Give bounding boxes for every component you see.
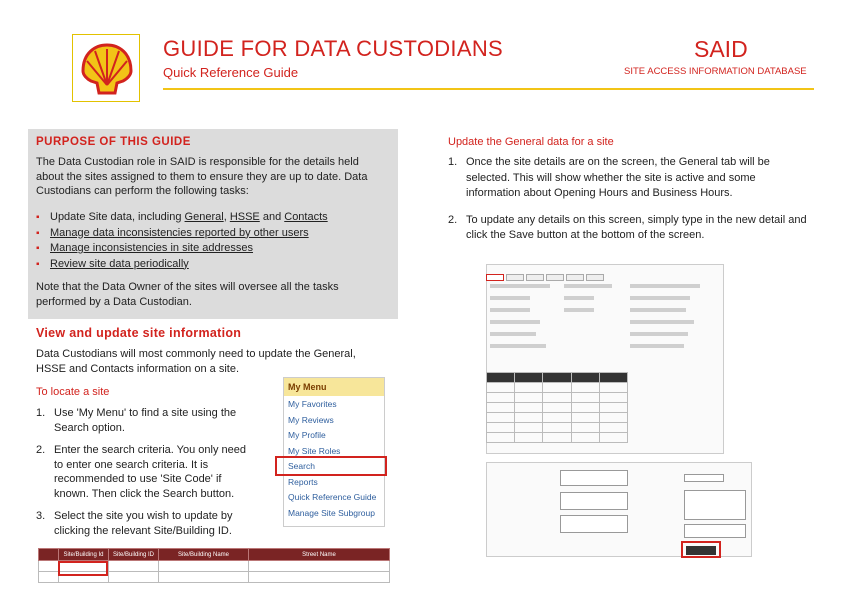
table-header: Street Name <box>249 549 390 561</box>
locate-step: 3. Select the site you wish to update by clicking the relevant Site/Building ID. <box>36 510 233 537</box>
review-site-data-link[interactable]: Review site data periodically <box>50 257 189 270</box>
contacts-link[interactable]: Contacts <box>284 211 328 223</box>
update-heading: Update the General data for a site <box>448 136 614 148</box>
menu-item-favorites[interactable]: My Favorites <box>288 399 337 409</box>
tab-general[interactable] <box>486 274 504 281</box>
table-header <box>39 549 59 561</box>
locate-steps <box>36 406 256 546</box>
locate-step: 1. Use 'My Menu' to find a site using the Search option. <box>36 407 237 434</box>
text-field[interactable] <box>684 490 746 520</box>
tab-other[interactable] <box>586 274 604 281</box>
menu-item-profile[interactable]: My Profile <box>288 430 326 440</box>
table-header-row <box>39 549 390 561</box>
table-header: Site/Building Name <box>159 549 249 561</box>
opening-hours-grid <box>486 372 628 443</box>
my-menu-heading: My Menu <box>284 378 384 396</box>
purpose-heading: PURPOSE OF THIS GUIDE <box>36 136 191 148</box>
table-header: Site/Building Id <box>59 549 109 561</box>
guide-subtitle: Quick Reference Guide <box>163 65 299 80</box>
task-item: ▪ Update Site data, including General, HSSE and Contacts <box>36 210 386 226</box>
manage-addresses-link[interactable]: Manage inconsistencies in site addresses <box>50 242 254 254</box>
search-highlight <box>275 456 387 476</box>
save-highlight <box>681 541 721 558</box>
app-full-name: SITE ACCESS INFORMATION DATABASE <box>624 66 807 77</box>
general-link[interactable]: General <box>184 211 224 223</box>
text-field[interactable] <box>560 470 628 486</box>
task-item <box>36 226 386 242</box>
menu-item-quick-reference[interactable]: Quick Reference Guide <box>288 492 377 502</box>
manage-inconsistencies-link[interactable]: Manage data inconsistencies reported by other users <box>50 226 309 239</box>
shell-pecten-icon <box>79 41 135 97</box>
header-divider <box>163 88 814 90</box>
purpose-intro: The Data Custodian role in SAID is responsible for the details held about the sites assigned to them to ensure they are up to date. Data Custodians can perform the following tasks: <box>36 156 368 197</box>
hsse-link[interactable]: HSSE <box>229 211 260 223</box>
table-header: Site/Building ID <box>109 549 159 561</box>
tab-other[interactable] <box>566 274 584 281</box>
view-heading: View and update site information <box>36 326 242 340</box>
view-intro: Data Custodians will most commonly need to update the General, HSSE and Contacts information on a site. <box>36 348 356 375</box>
tab-hsse[interactable] <box>506 274 524 281</box>
text-field[interactable] <box>560 492 628 510</box>
menu-item-reviews[interactable]: My Reviews <box>288 414 334 425</box>
tab-other[interactable] <box>546 274 564 281</box>
text-field[interactable] <box>560 515 628 533</box>
locate-step: 2. Enter the search criteria. You only need to enter one search criteria. It is recommended to use 'Site Code' if known. Then click the Search button. <box>36 444 247 500</box>
update-step: 2. To update any details on this screen, simply type in the new detail and click the Save button at the bottom of the screen. <box>448 213 807 241</box>
app-name: SAID <box>694 36 748 62</box>
guide-title: GUIDE FOR DATA CUSTODIANS <box>163 36 503 61</box>
text-field[interactable] <box>684 524 746 538</box>
general-tabs <box>486 268 606 276</box>
update-steps <box>448 155 808 255</box>
task-list <box>36 210 386 272</box>
tab-contacts[interactable] <box>526 274 544 281</box>
select-field[interactable] <box>684 474 724 482</box>
menu-item-reports[interactable]: Reports <box>288 476 318 487</box>
purpose-note: Note that the Data Owner of the sites will oversee all the tasks performed by a Data Custodian. <box>36 281 339 308</box>
menu-item-manage-subgroup[interactable]: Manage Site Subgroup <box>288 507 375 518</box>
shell-logo <box>72 34 140 102</box>
task-item <box>36 257 386 273</box>
my-menu-screenshot <box>283 377 385 527</box>
locate-heading: To locate a site <box>36 386 110 398</box>
site-id-highlight <box>58 561 108 576</box>
task-item <box>36 241 386 257</box>
menu-item-site-roles[interactable]: My Site Roles <box>288 445 341 456</box>
update-step: 1. Once the site details are on the screen, the General tab will be selected. This will show whether the site is active and some information about Opening Hours and Business Hours. <box>448 156 770 199</box>
menu-item-search[interactable]: Search <box>288 461 315 471</box>
